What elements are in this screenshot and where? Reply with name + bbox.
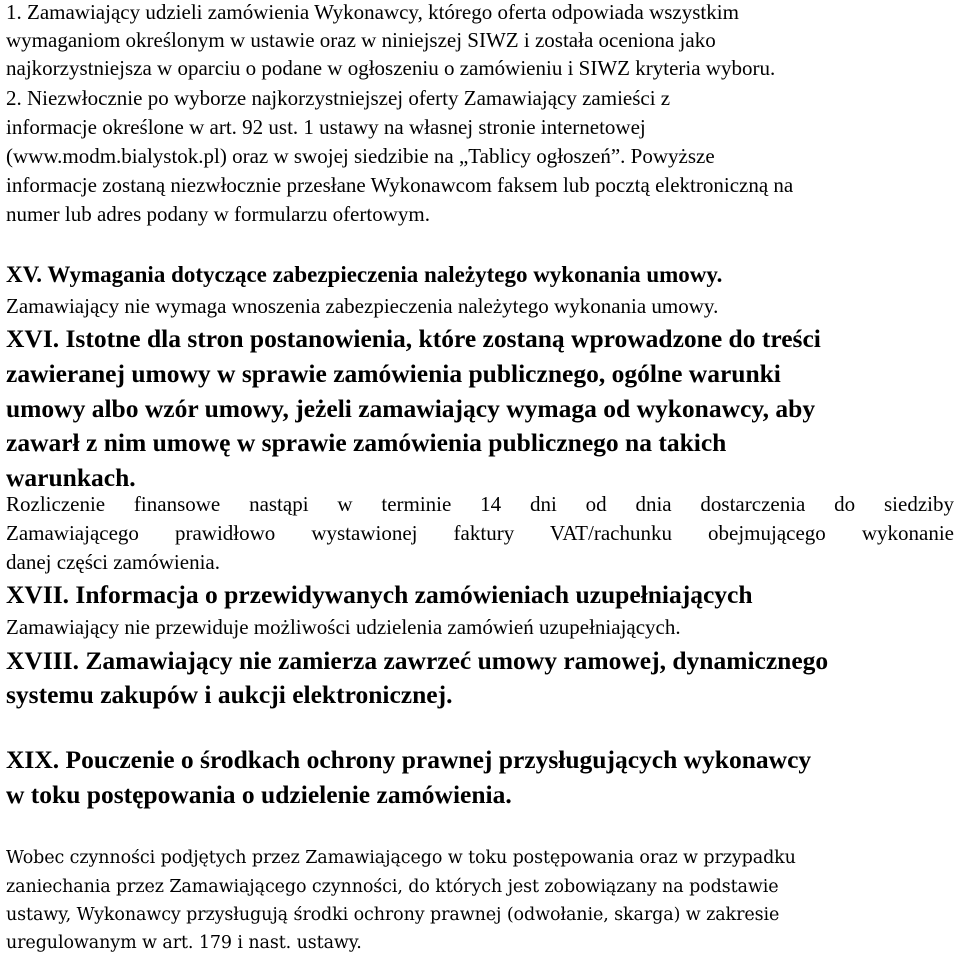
section-xix-body-line-2: zaniechania przez Zamawiającego czynności, do których jest zobowiązany na podstawie <box>6 877 779 897</box>
section-xvi-heading-line-2: zawieranej umowy w sprawie zamówienia publicznego, ogólne warunki <box>6 359 781 388</box>
section-xviii-heading-line-1: XVIII. Zamawiający nie zamierza zawrzeć umowy ramowej, dynamicznego <box>6 646 829 675</box>
item1-line-3: najkorzystniejsza w oparciu o podane w ogłoszeniu o zamówieniu i SIWZ kryteria wyboru. <box>6 56 776 80</box>
item1-line-1: 1. Zamawiający udzieli zamówienia Wykonawcy, którego oferta odpowiada wszystkim <box>6 0 739 24</box>
section-xix-body-line-1: Wobec czynności podjętych przez Zamawiającego w toku postępowania oraz w przypadku <box>6 848 796 868</box>
section-xix-body-line-4: uregulowanym w art. 179 i nast. ustawy. <box>6 933 362 953</box>
section-xv-heading: XV. Wymagania dotyczące zabezpieczenia należytego wykonania umowy. <box>6 262 723 287</box>
item2-line-4: informacje zostaną niezwłocznie przesłane Wykonawcom faksem lub pocztą elektroniczną na <box>6 173 794 197</box>
section-xv-body: Zamawiający nie wymaga wnoszenia zabezpieczenia należytego wykonania umowy. <box>6 294 719 318</box>
section-xix-heading-line-2: w toku postępowania o udzielenie zamówienia. <box>6 780 512 809</box>
section-xvi-body-line-1: Rozliczenie finansowe nastąpi w terminie 14 dni od dnia dostarczenia do siedziby <box>6 492 954 516</box>
section-xix-heading-line-1: XIX. Pouczenie o środkach ochrony prawnej przysługujących wykonawcy <box>6 745 812 774</box>
item2-line-3: (www.modm.bialystok.pl) oraz w swojej siedzibie na „Tablicy ogłoszeń”. Powyższe <box>6 144 715 168</box>
section-xvii-heading: XVII. Informacja o przewidywanych zamówieniach uzupełniających <box>6 580 753 609</box>
section-xvi-body-line-2: Zamawiającego prawidłowo wystawionej faktury VAT/rachunku obejmującego wykonanie <box>6 521 954 545</box>
section-xvii-body: Zamawiający nie przewiduje możliwości udzielenia zamówień uzupełniających. <box>6 615 681 639</box>
section-xviii-heading-line-2: systemu zakupów i aukcji elektronicznej. <box>6 680 453 709</box>
section-xix-body-line-3: ustawy, Wykonawcy przysługują środki ochrony prawnej (odwołanie, skarga) w zakresie <box>6 905 780 925</box>
item1-line-2: wymaganiom określonym w ustawie oraz w niniejszej SIWZ i została oceniona jako <box>6 28 716 52</box>
section-xvi-heading-line-3: umowy albo wzór umowy, jeżeli zamawiający wymaga od wykonawcy, aby <box>6 394 816 423</box>
section-xvi-heading-line-5: warunkach. <box>6 463 136 492</box>
section-xvi-heading-line-1: XVI. Istotne dla stron postanowienia, które zostaną wprowadzone do treści <box>6 324 821 353</box>
section-xvi-heading-line-4: zawarł z nim umowę w sprawie zamówienia publicznego na takich <box>6 428 727 457</box>
item2-line-1: 2. Niezwłocznie po wyborze najkorzystniejszej oferty Zamawiający zamieści z <box>6 86 671 110</box>
section-xvi-body-line-3: danej części zamówienia. <box>6 550 220 574</box>
item2-line-5: numer lub adres podany w formularzu ofertowym. <box>6 202 430 226</box>
item2-line-2: informacje określone w art. 92 ust. 1 ustawy na własnej stronie internetowej <box>6 115 646 139</box>
